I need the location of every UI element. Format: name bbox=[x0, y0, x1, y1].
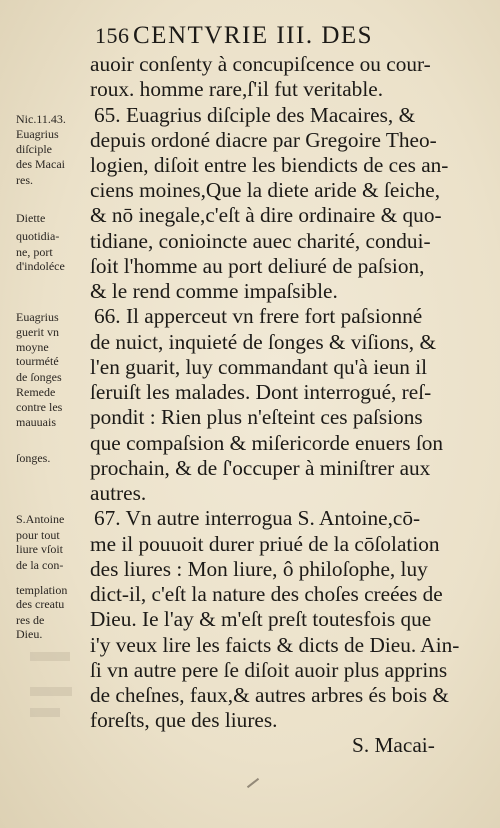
ink-mark bbox=[247, 778, 259, 788]
margin-note: des creatu bbox=[16, 597, 65, 611]
margin-note: liure vſoit bbox=[16, 542, 63, 556]
margin-note: Diette bbox=[16, 211, 46, 225]
text-line: prochain, & de ſ'occuper à miniſtrer aux bbox=[90, 456, 431, 480]
text-line: dict-il, c'eſt la nature des choſes creées de bbox=[90, 582, 443, 606]
margin-note: quotidia- bbox=[16, 229, 60, 243]
margin-note: ſonges. bbox=[16, 451, 51, 465]
text-line: pondit : Rien plus n'eſteint ces paſsions bbox=[90, 405, 423, 429]
text-line: tidiane, conioincte auec charité, condui- bbox=[90, 229, 431, 253]
margin-note: de la con- bbox=[16, 558, 64, 572]
text-line: ciens moines,Que la diete aride & ſeiche, bbox=[90, 178, 441, 202]
text-line: ſi vn autre pere ſe diſoit auoir plus apprins bbox=[90, 658, 448, 682]
page-number: 156 bbox=[95, 23, 130, 48]
page-header bbox=[95, 22, 486, 52]
margin-note: Euagrius bbox=[16, 127, 59, 141]
margin-note: S.Antoine bbox=[16, 512, 65, 526]
margin-note: Dieu. bbox=[16, 627, 43, 641]
margin-note: Euagrius bbox=[16, 310, 59, 324]
margin-note: templation bbox=[16, 583, 68, 597]
margin-note: res. bbox=[16, 173, 33, 187]
margin-note: tourmété bbox=[16, 354, 59, 368]
text-line: me il pouuoit durer priué de la cōſolation bbox=[90, 532, 440, 556]
text-line: i'y veux lire les faicts & dicts de Dieu. Ain- bbox=[90, 633, 460, 657]
bleed-through-mark bbox=[30, 708, 60, 717]
text-line: roux. homme rare,ſ'il fut veritable. bbox=[90, 77, 384, 101]
text-line: 66. Il apperceut vn frere fort paſsionné bbox=[94, 304, 423, 328]
text-line: de nuict, inquieté de ſonges & viſions, & bbox=[90, 330, 437, 354]
bleed-through-mark bbox=[30, 687, 72, 696]
text-line: Dieu. Ie l'ay & m'eſt preſt toutesfois que bbox=[90, 607, 432, 631]
text-line: & nō inegale,c'eſt à dire ordinaire & quo- bbox=[90, 203, 442, 227]
bleed-through-mark bbox=[30, 652, 70, 661]
margin-note: mauuais bbox=[16, 415, 56, 429]
text-line: ſeruiſt les malades. Dont interrogué, reſ- bbox=[90, 380, 432, 404]
text-line: ſoit l'homme au port deliuré de paſsion, bbox=[90, 254, 425, 278]
text-line: autres. bbox=[90, 481, 147, 505]
margin-note: d'indoléce bbox=[16, 259, 65, 273]
text-line: auoir conſenty à concupiſcence ou cour- bbox=[90, 52, 431, 76]
text-line: depuis ordoné diacre par Gregoire Theo- bbox=[90, 128, 437, 152]
text-line: & le rend comme impaſsible. bbox=[90, 279, 338, 303]
text-line: logien, diſoit entre les biendicts de ces an- bbox=[90, 153, 449, 177]
margin-note: contre les bbox=[16, 400, 63, 414]
text-line: de cheſnes, faux,& autres arbres és bois & bbox=[90, 683, 449, 707]
margin-note: de ſonges bbox=[16, 370, 62, 384]
text-line: 67. Vn autre interrogua S. Antoine,cō- bbox=[94, 506, 421, 530]
text-line: que compaſsion & miſericorde enuers ſon bbox=[90, 431, 444, 455]
margin-note: res de bbox=[16, 613, 45, 627]
catchword: S. Macai- bbox=[352, 733, 435, 757]
margin-note: Nic.11.43. bbox=[16, 112, 66, 126]
margin-note: diſciple bbox=[16, 142, 52, 156]
margin-note: Remede bbox=[16, 385, 56, 399]
text-line: l'en guarit, luy commandant qu'à ieun il bbox=[90, 355, 428, 379]
margin-note: guerit vn bbox=[16, 325, 59, 339]
text-line: 65. Euagrius diſciple des Macaires, & bbox=[94, 103, 416, 127]
margin-note: moyne bbox=[16, 340, 49, 354]
margin-note: des Macai bbox=[16, 157, 65, 171]
running-title: CENTVRIE III. DES bbox=[133, 22, 374, 49]
margin-note: ne, port bbox=[16, 245, 53, 259]
text-line: des liures : Mon liure, ô philoſophe, luy bbox=[90, 557, 428, 581]
text-line: foreſts, que des liures. bbox=[90, 708, 278, 732]
margin-note: pour tout bbox=[16, 528, 60, 542]
